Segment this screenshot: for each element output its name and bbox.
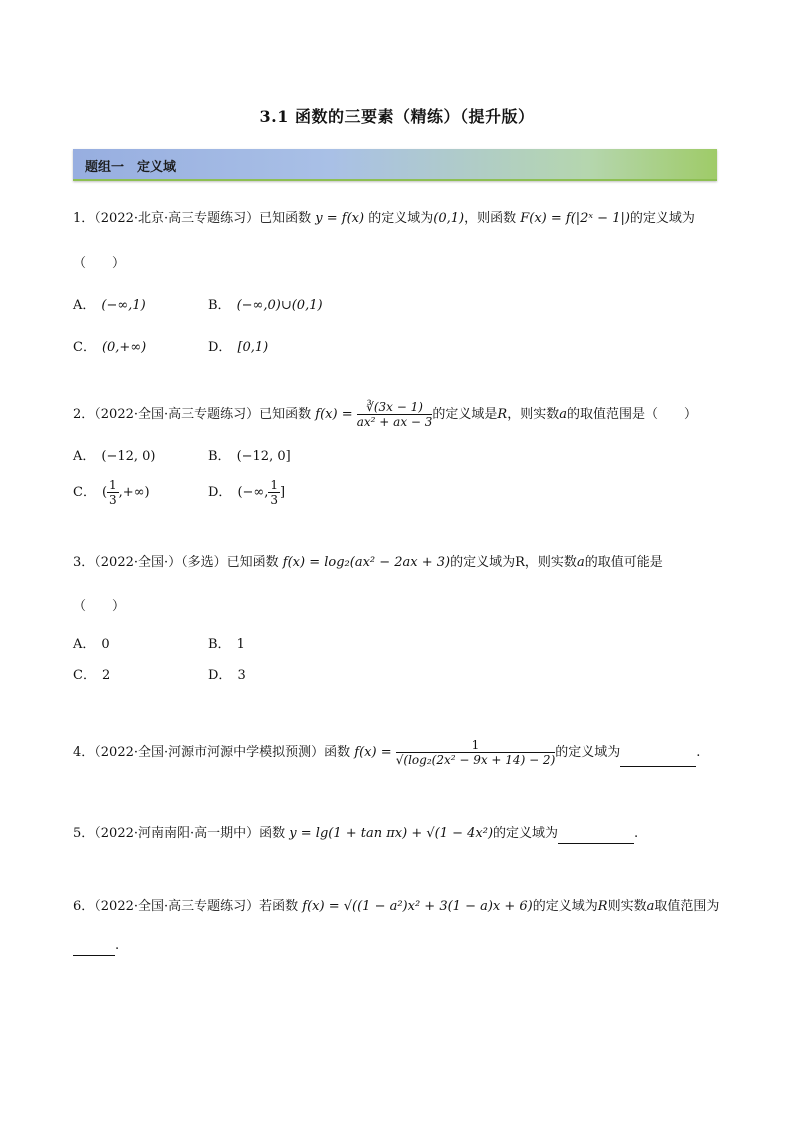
fraction — [107, 478, 119, 507]
question-number: 6． — [73, 899, 95, 914]
math-expression: f(x) = — [315, 407, 353, 422]
option-a — [73, 445, 156, 464]
option-label: B． — [208, 637, 231, 652]
answer-parentheses: （ ） — [73, 256, 126, 271]
question-6 — [73, 897, 719, 917]
option-label: D． — [208, 485, 232, 500]
option-c — [73, 664, 110, 683]
question-text: 的定义域为 — [532, 899, 598, 914]
question-text: 的取值可能是 — [584, 555, 663, 570]
option-value: [0,1) — [237, 340, 269, 355]
question-text: 已知函数 — [259, 407, 312, 422]
option-label: A． — [73, 449, 96, 464]
option-value: 3 — [237, 668, 246, 683]
question-3 — [73, 553, 663, 573]
option-value: ( — [101, 485, 108, 500]
option-label: D． — [208, 340, 232, 355]
question-text: . — [115, 938, 120, 953]
option-value: 2 — [101, 668, 111, 683]
math-expression: f(x) = — [354, 745, 392, 760]
fraction-denominator: ax² + ax − 3 — [356, 415, 433, 429]
question-text: 的定义域是 — [432, 407, 498, 422]
question-text: ，则函数 — [464, 211, 517, 226]
option-value: (−∞, — [237, 485, 269, 500]
answer-blank[interactable] — [620, 752, 696, 767]
option-value: ,+∞) — [118, 485, 150, 500]
question-text: 的定义域为 — [629, 211, 695, 226]
option-label: C． — [73, 340, 96, 355]
option-c — [73, 336, 146, 355]
question-source: （2022·全国·高三专题练习） — [94, 407, 260, 422]
option-a — [73, 633, 110, 652]
answer-blank[interactable] — [73, 941, 115, 956]
page-title: 3.1 函数的三要素（精练）（提升版） — [259, 107, 535, 126]
fraction — [396, 738, 556, 767]
fraction-denominator: √(log₂(2x² − 9x + 14) − 2) — [395, 753, 556, 767]
answer-parentheses: （ ） — [73, 599, 126, 614]
math-expression: y = lg(1 + tan πx) + √(1 − 4x²) — [289, 826, 494, 841]
option-label: C． — [73, 668, 96, 683]
question-number: 5． — [73, 826, 95, 841]
option-value: 0 — [101, 637, 110, 652]
math-symbol: a — [559, 407, 567, 422]
question-number: 2． — [73, 407, 95, 422]
option-d — [208, 336, 268, 355]
option-label: B． — [208, 449, 231, 464]
option-value: (−12, 0) — [101, 449, 156, 464]
option-label: A． — [73, 637, 96, 652]
section-title: 题组一 定义域 — [85, 160, 177, 175]
option-value: (0,+∞) — [101, 340, 147, 355]
option-b — [208, 294, 323, 313]
option-value: (−∞,0)∪(0,1) — [236, 298, 323, 313]
question-text: 已知函数 — [259, 211, 312, 226]
question-number: 3． — [73, 555, 95, 570]
answer-blank[interactable] — [558, 829, 634, 844]
question-text: . — [696, 745, 701, 760]
question-text: 的定义域为R，则实数 — [450, 555, 577, 570]
question-source: （2022·全国·河源市河源中学模拟预测） — [94, 745, 325, 760]
fraction-denominator: 3 — [270, 493, 279, 507]
question-source: （2022·北京·高三专题练习） — [94, 211, 260, 226]
question-text: 若函数 — [259, 899, 299, 914]
question-number: 4． — [73, 745, 95, 760]
question-source: （2022·河南南阳·高一期中） — [94, 826, 260, 841]
question-text: 的取值范围是（ ） — [567, 407, 698, 422]
question-text: 函数 — [324, 745, 351, 760]
question-number: 1． — [73, 211, 95, 226]
fraction-numerator: ∛(3x − 1) — [357, 400, 433, 415]
option-value: (−∞,1) — [101, 298, 146, 313]
fraction-denominator: 3 — [109, 493, 117, 507]
option-value: ] — [280, 485, 286, 500]
fraction — [357, 400, 433, 429]
question-2 — [73, 400, 697, 429]
math-expression: (0,1) — [433, 211, 465, 226]
option-label: D． — [208, 668, 232, 683]
option-b — [208, 633, 245, 652]
option-label: A． — [73, 298, 96, 313]
question-source: （2022·全国·）（多选） — [94, 555, 227, 570]
question-5 — [73, 824, 638, 844]
question-text: 的定义域为 — [555, 745, 621, 760]
question-text: 取值范围为 — [654, 899, 720, 914]
math-expression: f(x) = log₂(ax² − 2ax + 3) — [282, 555, 451, 570]
math-expression: F(x) = f(|2ˣ − 1|) — [520, 211, 630, 226]
fraction-numerator: 1 — [109, 478, 117, 492]
option-a — [73, 294, 146, 313]
option-d — [208, 664, 246, 683]
option-value: 1 — [236, 637, 245, 652]
question-text: 已知函数 — [226, 555, 279, 570]
question-text: . — [634, 826, 639, 841]
math-expression: y = f(x) — [315, 211, 365, 226]
question-text: ，则实数 — [507, 407, 560, 422]
option-label: B． — [208, 298, 231, 313]
option-d — [208, 478, 285, 507]
question-text: 则实数 — [607, 899, 647, 914]
fraction — [268, 478, 280, 507]
math-symbol: R — [597, 899, 608, 914]
question-text: 的定义域为 — [368, 211, 434, 226]
fraction-numerator: 1 — [270, 478, 279, 492]
math-symbol: R — [497, 407, 508, 422]
question-6-continuation — [73, 936, 119, 956]
option-c — [73, 478, 150, 507]
question-text: 的定义域为 — [493, 826, 559, 841]
question-1 — [73, 209, 695, 229]
math-expression: f(x) = √((1 − a²)x² + 3(1 − a)x + 6) — [302, 899, 533, 914]
section-header-bar — [73, 149, 717, 181]
fraction-numerator: 1 — [396, 738, 556, 753]
question-source: （2022·全国·高三专题练习） — [94, 899, 260, 914]
math-symbol: a — [576, 555, 585, 570]
question-text: 函数 — [259, 826, 286, 841]
option-b — [208, 445, 291, 464]
option-label: C． — [73, 485, 96, 500]
math-symbol: a — [646, 899, 655, 914]
option-value: (−12, 0] — [236, 449, 291, 464]
question-4 — [73, 738, 700, 767]
